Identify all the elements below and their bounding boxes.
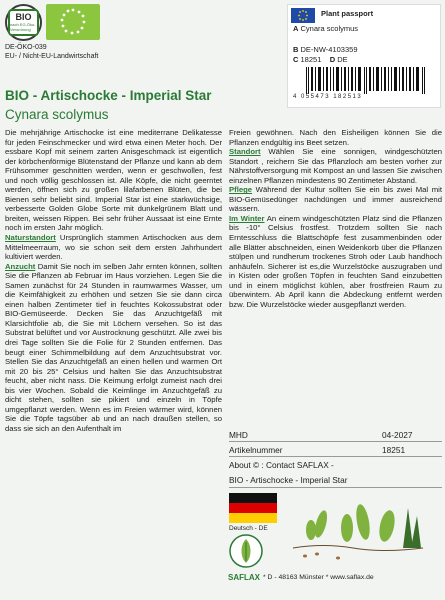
footer-address: * D - 48163 Münster * www.saflax.de xyxy=(263,574,374,581)
intro-paragraph: Die mehrjährige Artischocke ist eine mediterrane Delikatesse für jeden Feinschmecker und wird etwa einen Meter hoch. Der essbare Kopf mit seinem zarten Anisgeschmack ist eigentlich der körbchenförmige Blütenstand der Pflanze und kann ab dem Frühsommer geschnitten werden, wenn er geschwollen, fest und noch völlig geschlossen ist. Alle Köpfe, die nicht geerntet werden, öffnen sich zu großen lilafarbenen Blüten, die bei Bienen sehr beliebt sind. Imperial Star ist eine starkwüchsige, verbesserte Golden Globe Sorte mit dunkelgrünem Blatt und breiten, weissen Rippen. Bei sehr früher Aussaat ist eine Ernte noch im ersten Jahr möglich. xyxy=(5,128,222,233)
standort-paragraph xyxy=(229,147,442,185)
passport-c-value: 18251 xyxy=(300,55,322,64)
article-number-label: Artikelnummer xyxy=(229,445,283,455)
eu-flag-icon xyxy=(291,8,315,23)
continuation-paragraph: Freien gewöhnen. Nach den Eisheiligen können Sie die Pflanzen endgültig ins Beet setzen. xyxy=(229,128,442,147)
passport-d-value: DE xyxy=(337,55,348,64)
naturstandort-heading: Naturstandort xyxy=(5,233,56,243)
eu-organic-leaf-logo xyxy=(46,4,100,40)
botanical-name: Cynara scolymus xyxy=(5,107,109,122)
sowing-calendar-illustration xyxy=(283,488,433,573)
mhd-label: MHD xyxy=(229,430,248,440)
bio-seal-text: BIO xyxy=(15,12,32,22)
passport-row-a xyxy=(293,24,358,33)
naturstandort-paragraph xyxy=(5,233,222,262)
winter-paragraph xyxy=(229,214,442,309)
bio-hexagon xyxy=(8,9,39,36)
anzucht-text: Damit Sie noch im selben Jahr ernten können, sollten Sie die Pflanzen ab Februar im Haus vorziehen. Legen Sie die Samen zunächst für 24 Stunden in raumwarmes Wasser, um die Keimfähigkeit zu erhöhen und setzen Sie sie dann circa einen halben Zentimeter tief in feuchtes Kokossubstrat oder BIO-Gemüseerde. Decken Sie das Anzuchtgefäß mit Klarsichtfolie ab, die Sie mit Löchern versehen. So ist das Substrat belüftet und vor Austrocknung geschützt. Alle zwei bis drei Tage sollten Sie die Folie für 2 Stunden entfernen. Das beugt einer Schimmelbildung auf dem Anzuchtsubstrat vor. Stellen Sie das Anzuchtgefäß an einen hellen und warmen Ort mit 20 bis 25° Celsius und halten Sie das Anzuchtsubstrat feucht, aber nicht nass. Die Keimung erfolgt zumeist nach drei bis vier Wochen. Sobald die Keimlinge im Anzuchtgefäß zu dicht stehen, sollten sie pikiert und einzeln in Töpfe umgepflanzt werden. Wenn es im Freien wärmer wird, können Sie die Töpfe tagsüber ab und an nach draußen stellen, so dass sie sich an den Aufenthalt im xyxy=(5,261,222,433)
pflege-heading: Pflege xyxy=(229,185,253,195)
mhd-value: 04-2027 xyxy=(382,430,413,440)
about-contact: About © : Contact SAFLAX - xyxy=(229,460,334,470)
passport-row-c xyxy=(293,55,348,64)
saflax-brand: SAFLAX xyxy=(228,573,260,582)
language-caption: Deutsch - DE xyxy=(229,525,268,532)
barcode xyxy=(304,67,430,94)
winter-text: An einem windgeschützten Platz sind die Pflanzen bis -10° Celsius frostfest. Trotzdem sollten Sie nach Erntesschluss die Blattschöpfe fest zusammenbinden oder alle Blätter abschneiden, einen Weidenkorb über die Pflanzen stülpen und rundherum trockenes Stroh oder Laub handhoch anhäufeln. Sicherer ist es,die Wurzelstöcke auszugraben und in Kisten oder großen Töpfen in feuchten Sand einzubetten und in einem möglichst kühlen, aber frostfreien Raum zu überwintern. Ab April kann die Abdeckung entfernt werden bzw. Die Wurzelstöcke wieder ausgepflanzt werden. xyxy=(229,213,442,309)
standort-heading: Standort xyxy=(229,147,261,157)
passport-b-label: B xyxy=(293,45,299,54)
passport-row-b xyxy=(293,45,358,54)
passport-c-label: C xyxy=(293,55,299,64)
pflege-text: Während der Kultur sollten Sie ein bis zwei Mal mit BIO-Gemüsedünger nachdüngen und immer ausreichend wässern. xyxy=(229,185,442,214)
passport-a-label: A xyxy=(293,24,299,33)
standort-text: Wählen Sie eine sonnigen, windgeschützten Standort , reichern Sie das Pflanzloch am besten vorher zur Nährstoffversorgung mit Kompost an und lassen Sie zwischen einzelnen Pflanzen mindestens 90 Zentimeter Abstand. xyxy=(229,147,442,185)
right-text-column xyxy=(229,128,442,309)
organic-control-code: DE-ÖKO-039 xyxy=(5,44,47,51)
saflax-logo xyxy=(229,534,263,568)
passport-d-label: D xyxy=(329,55,336,64)
passport-title: Plant passport xyxy=(321,9,374,18)
bio-seal-subtext: nach EG-Öko-Verordnung xyxy=(10,22,36,32)
passport-a-value: Cynara scolymus xyxy=(300,24,359,33)
article-number-value: 18251 xyxy=(382,445,406,455)
passport-b-value: DE-NW-4103359 xyxy=(300,45,358,54)
naturstandort-text: Ursprünglich stammen Artischocken aus dem Mittelmeerraum, wo sie schon seit dem ersten Jahrhundert kultiviert werden. xyxy=(5,233,222,262)
agriculture-origin: EU- / Nicht-EU-Landwirtschaft xyxy=(5,53,99,60)
anzucht-paragraph xyxy=(5,262,222,434)
mhd-row xyxy=(229,427,442,442)
winter-heading: Im Winter xyxy=(229,213,265,223)
article-number-row xyxy=(229,442,442,457)
barcode-number: 4 055473 182513 xyxy=(293,94,363,100)
anzucht-heading: Anzucht xyxy=(5,261,36,271)
product-name-line: BIO - Artischocke - Imperial Star xyxy=(229,475,442,488)
pflege-paragraph xyxy=(229,185,442,214)
left-text-column xyxy=(5,128,222,434)
plant-passport xyxy=(287,4,441,108)
language-box xyxy=(229,493,277,533)
product-title: BIO - Artischocke - Imperial Star xyxy=(5,88,212,103)
bio-seal-logo xyxy=(5,4,42,41)
german-flag-icon xyxy=(229,493,277,523)
info-table xyxy=(229,427,442,457)
